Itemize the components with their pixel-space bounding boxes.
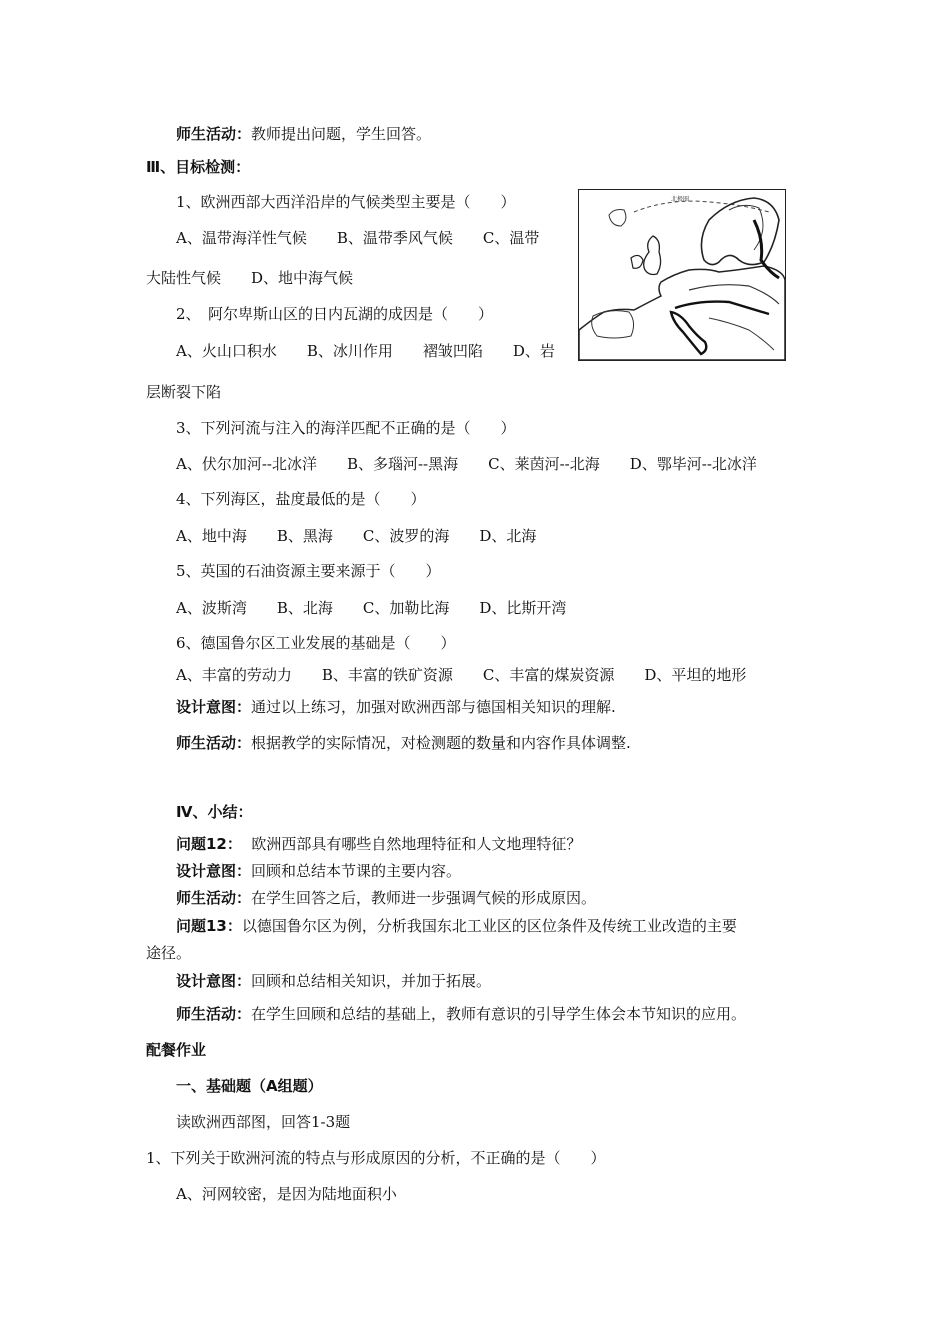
homework-question-1: 1、下列关于欧洲河流的特点与形成原因的分析，不正确的是（ ） — [146, 1149, 606, 1167]
mainland-outline — [579, 266, 785, 360]
design-intent-text: 回顾和总结相关知识，并加于拓展。 — [251, 972, 492, 990]
question-1-options-cont: 大陆性气候 D、地中海气候 — [146, 269, 354, 287]
question-2-options-cont: 层断裂下陷 — [146, 383, 222, 401]
activity-label: 师生活动： — [176, 1005, 252, 1023]
design-intent-text: 通过以上练习，加强对欧洲西部与德国相关知识的理解. — [251, 698, 616, 716]
iceland-outline — [609, 210, 626, 226]
design-intent-label: 设计意图： — [176, 862, 252, 880]
iberia-outline — [592, 311, 634, 338]
activity-label: 师生活动： — [176, 889, 252, 907]
arctic-circle-label: 北极圈 — [671, 196, 690, 203]
homework-heading: 配餐作业 — [146, 1041, 207, 1059]
scandinavia-outline — [701, 198, 779, 265]
activity-label: 师生活动： — [176, 734, 252, 752]
balkan-coast — [709, 318, 774, 350]
question-2-stem-b: 日内瓦湖的成因是（ ） — [313, 305, 494, 323]
europe-map — [578, 189, 786, 361]
great-britain-outline — [644, 236, 661, 275]
design-intent-text: 回顾和总结本节课的主要内容。 — [251, 862, 462, 880]
problem-13-text: 以德国鲁尔区为例，分析我国东北工业区的区位条件及传统工业改造的主要 — [241, 917, 737, 935]
question-5-stem: 5、英国的石油资源主要来源于（ ） — [176, 562, 441, 580]
activity-text: 教师提出问题，学生回答。 — [251, 125, 432, 143]
question-4-options: A、地中海 B、黑海 C、波罗的海 D、北海 — [176, 527, 537, 545]
design-intent-2 — [176, 861, 461, 881]
question-2-stem — [176, 304, 493, 324]
activity-line-2 — [176, 733, 631, 753]
question-6-options: A、丰富的劳动力 B、丰富的铁矿资源 C、丰富的煤炭资源 D、平坦的地形 — [176, 666, 747, 684]
design-intent-3 — [176, 971, 491, 991]
question-1-options: A、温带海洋性气候 B、温带季风气候 C、温带 — [176, 229, 540, 247]
activity-text: 根据教学的实际情况，对检测题的数量和内容作具体调整. — [251, 734, 631, 752]
homework-group-a: 一、基础题（A组题） — [176, 1077, 323, 1095]
activity-line-3 — [176, 888, 596, 908]
question-5-options: A、波斯湾 B、北海 C、加勒比海 D、比斯开湾 — [176, 599, 567, 617]
problem-12-label: 问题12： — [176, 835, 242, 853]
question-2-stem-a: 2、 阿尔卑斯山区的 — [176, 305, 314, 323]
problem-13-cont: 途径。 — [146, 944, 192, 962]
activity-label: 师生活动： — [176, 125, 252, 143]
design-intent-1 — [176, 697, 616, 717]
problem-13-label: 问题13： — [176, 917, 242, 935]
question-4-stem: 4、下列海区，盐度最低的是（ ） — [176, 490, 426, 508]
activity-line-1 — [176, 124, 431, 144]
alps-range — [675, 302, 769, 314]
question-3-stem: 3、下列河流与注入的海洋匹配不正确的是（ ） — [176, 419, 516, 437]
italy-outline — [671, 312, 706, 354]
activity-text: 在学生回顾和总结的基础上，教师有意识的引导学生体会本节知识的应用。 — [251, 1005, 747, 1023]
problem-13 — [176, 916, 737, 936]
question-1-stem: 1、欧洲西部大西洋沿岸的气候类型主要是（ ） — [176, 193, 516, 211]
ireland-outline — [631, 255, 643, 268]
activity-line-4 — [176, 1004, 746, 1024]
section-3-heading: Ⅲ、目标检测： — [146, 158, 251, 176]
design-intent-label: 设计意图： — [176, 698, 252, 716]
problem-12-text: 欧洲西部具有哪些自然地理特征和人文地理特征？ — [251, 835, 582, 853]
question-6-stem: 6、德国鲁尔区工业发展的基础是（ ） — [176, 634, 456, 652]
homework-question-1-option-a: A、河网较密，是因为陆地面积小 — [176, 1185, 397, 1203]
homework-instruction: 读欧洲西部图，回答1-3题 — [176, 1113, 351, 1131]
problem-12 — [176, 834, 581, 854]
activity-text: 在学生回答之后，教师进一步强调气候的形成原因。 — [251, 889, 597, 907]
design-intent-label: 设计意图： — [176, 972, 252, 990]
question-3-options: A、伏尔加河--北冰洋 B、多瑙河--黑海 C、莱茵河--北海 D、鄂毕河--北冰洋 — [176, 455, 757, 473]
question-2-options: A、火山口积水 B、冰川作用 褶皱凹陷 D、岩 — [176, 342, 555, 360]
section-4-heading: Ⅳ、小结： — [176, 803, 253, 821]
arctic-circle-line — [634, 201, 769, 212]
europe-map-drawing — [579, 190, 785, 360]
